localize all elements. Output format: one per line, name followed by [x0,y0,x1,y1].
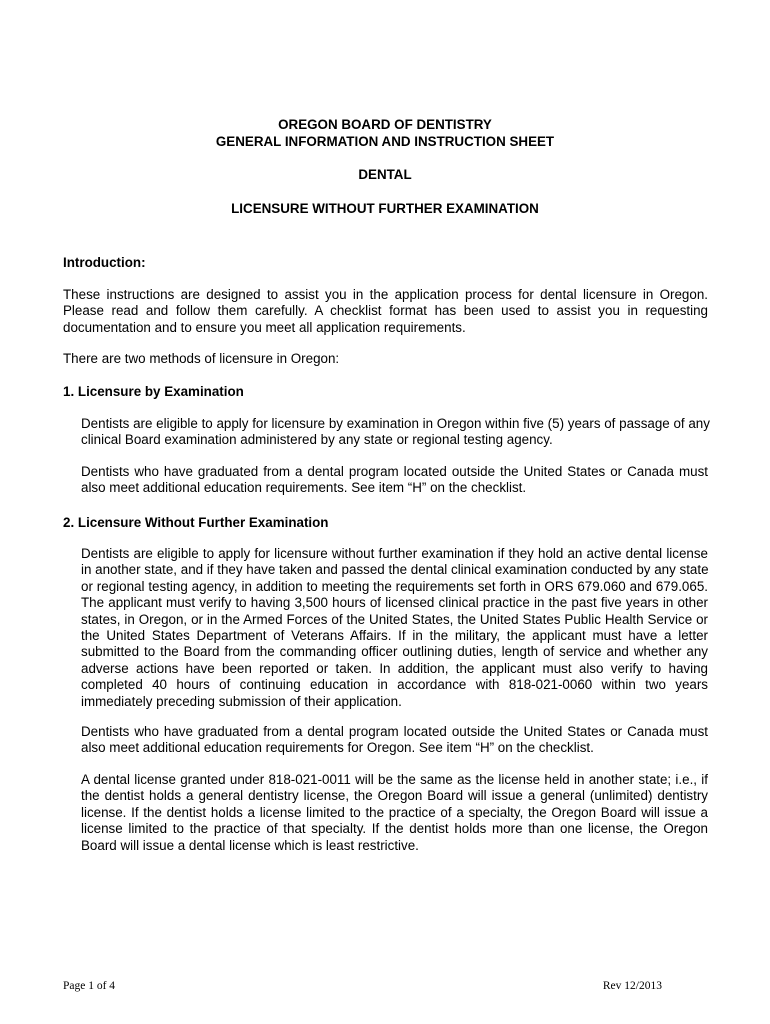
section2-p1-line: states, in Oregon, or in the Armed Forces of the United States, the United States Public Health Service or [81,611,708,627]
header-dental: DENTAL [358,167,412,182]
section2-p2-line: also meet additional education requirements for Oregon. See item “H” on the checklist. [81,740,594,756]
section1-p1-line: clinical Board examination administered by any state or regional testing agency. [81,432,553,448]
section2-p3-line: license. If the dentist holds a license limited to the practice of a specialty, the Oregon Board will issue a [81,804,708,820]
section1-heading: 1. Licensure by Examination [63,384,244,399]
section2-paragraph-1 [81,546,708,710]
section2-p1-line: adverse actions have been reported or taken. In addition, the applicant must also verify to having [81,660,708,676]
section2-p1-line: The applicant must verify to having 3,500 hours of licensed clinical practice in the past five years in other [81,595,708,611]
section2-p1-line: immediately preceding submission of their application. [81,693,402,709]
section1-p2-line: also meet additional education requirements. See item “H” on the checklist. [81,480,527,496]
section2-heading: 2. Licensure Without Further Examination [63,515,329,530]
section2-p3-line: A dental license granted under 818-021-0011 will be the same as the license held in another state; i.e., if [81,772,708,787]
section2-p1-line: in another state, and if they have taken and passed the dental clinical examination conducted by any state [81,562,709,578]
revision-date: Rev 12/2013 [602,980,662,992]
methods-line: There are two methods of licensure in Oregon: [63,351,340,366]
intro-heading: Introduction: [63,255,146,270]
section2-p3-line: Board will issue a dental license which is least restrictive. [81,837,419,853]
intro-paragraph [63,287,708,336]
section2-paragraph-3 [81,772,708,854]
section2-p2-line: Dentists who have graduated from a dental program located outside the United States or Canada must [81,724,708,739]
intro-line: These instructions are designed to assist you in the application process for dental licensure in Oregon. [63,287,708,302]
section2-p3-line: the dentist holds a general dentistry license, the Oregon Board will issue a general (unlimited) dentistry [81,788,708,804]
page-number: Page 1 of 4 [63,980,116,992]
section1-paragraph-2 [81,464,708,497]
header-board-name: OREGON BOARD OF DENTISTRY [278,117,492,132]
intro-line: documentation and to ensure you meet all application requirements. [63,319,466,335]
intro-line: Please read and follow them carefully. A checklist format has been used to assist you in requesting [63,303,708,319]
section2-p1-line: Dentists are eligible to apply for licensure without further examination if they hold an active dental license [81,546,708,561]
methods-paragraph [63,351,708,367]
section2-paragraph-2 [81,724,708,757]
section2-p1-line: the United States Department of Veterans Affairs. If in the military, the applicant must have a letter [81,628,708,644]
section1-paragraph-1 [81,416,708,449]
section2-p1-line: or regional testing agency, in addition to meeting the requirements set forth in ORS 679.060 and 679.065. [81,578,708,594]
header-licensure-type: LICENSURE WITHOUT FURTHER EXAMINATION [231,201,539,216]
section1-p1-line: Dentists are eligible to apply for licensure by examination in Oregon within five (5) years of passage of any [81,416,710,431]
section2-p1-line: completed 40 hours of continuing education in accordance with 818-021-0060 within two years [81,677,708,693]
section2-p3-line: license limited to the practice of that specialty. If the dentist holds more than one license, the Oregon [81,821,708,837]
section1-p2-line: Dentists who have graduated from a dental program located outside the United States or Canada must [81,464,708,479]
header-sheet-title: GENERAL INFORMATION AND INSTRUCTION SHEET [215,134,555,149]
section2-p1-line: submitted to the Board from the commanding officer outlining duties, length of service and whether any [81,644,708,660]
